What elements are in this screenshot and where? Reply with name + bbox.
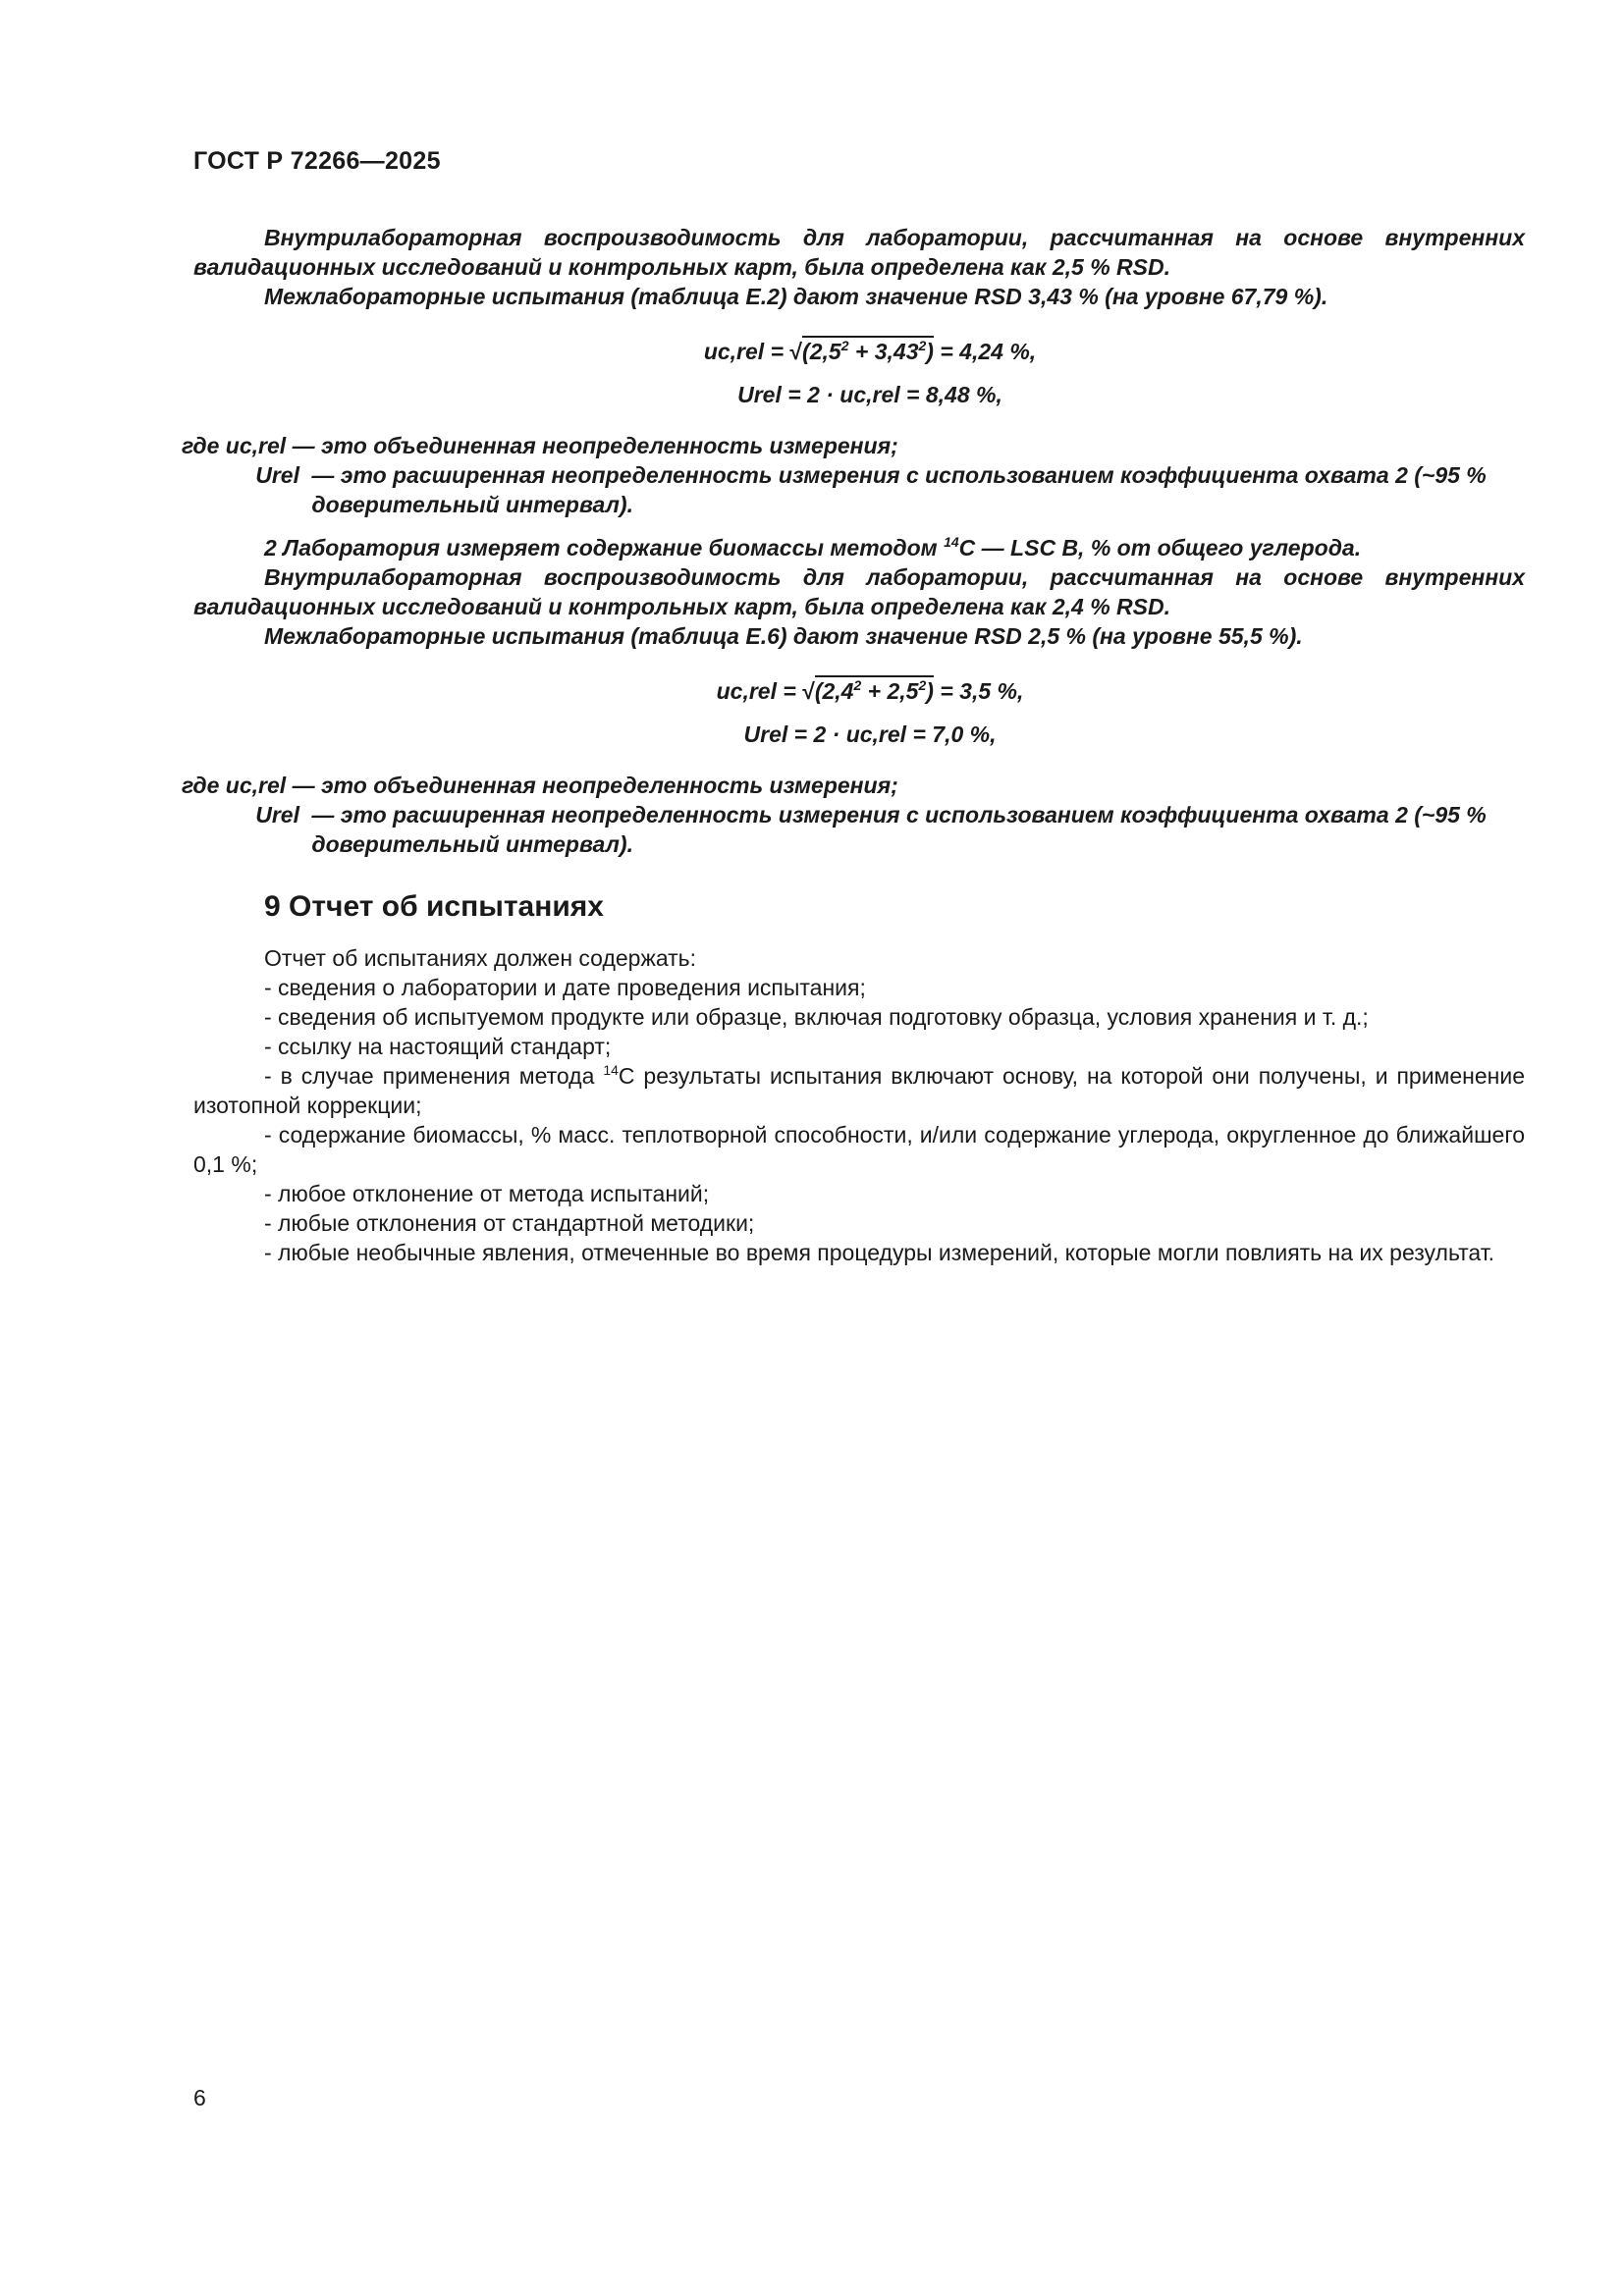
report-item-4 xyxy=(193,1061,1525,1120)
formula-uc-rel-2 xyxy=(193,676,1525,706)
where-block-1-line2 xyxy=(182,460,1525,519)
formula-result: = 4,24 %, xyxy=(933,339,1037,364)
formula-exp-a: 2 xyxy=(853,677,862,693)
where-term-urel: Urel xyxy=(255,802,299,828)
where-term-urel: Urel xyxy=(255,462,299,488)
formula-term-a: 2,4 xyxy=(822,678,854,704)
page-content xyxy=(182,223,1525,1267)
formula-urel-2: Urel = 2 · uc,rel = 7,0 %, xyxy=(743,721,997,747)
formula-eq: = xyxy=(776,678,803,704)
where-block-1-line1 xyxy=(182,431,1525,460)
report-item-4-prefix: - в случае применения метода xyxy=(264,1063,604,1089)
paragraph-interlab-1: Межлабораторные испытания (таблица Е.2) дают значение RSD 3,43 % (на уровне 67,79 %). xyxy=(264,284,1328,309)
page-number: 6 xyxy=(193,2085,206,2110)
formula-lhs: uc,rel xyxy=(703,339,765,364)
report-intro: Отчет об испытаниях должен содержать: xyxy=(264,945,697,971)
sqrt-icon: √ xyxy=(789,339,803,364)
formula-radicand: $(2,5^2 + 3,43^2)$ xyxy=(802,338,934,364)
where-desc-uc-rel: — это объединенная неопределенность измерения; xyxy=(292,433,898,458)
where-term-uc-rel: где uc,rel xyxy=(182,433,287,458)
where-desc-urel: — это расширенная неопределенность измерения с использованием коэффициента охвата 2 (~95 % доверительный интервал). xyxy=(311,462,1487,517)
paragraph-reproducibility-1: Внутрилабораторная воспроизводимость для лаборатории, рассчитанная на основе внутренних валидационных исследований и контрольных карт, была определена как 2,5 % RSD. xyxy=(193,225,1525,280)
formula-plus: + xyxy=(861,678,888,704)
report-item-1: - сведения о лаборатории и дате проведения испытания; xyxy=(264,975,866,1000)
where-block-2-line2 xyxy=(182,800,1525,859)
where-block-2-line1 xyxy=(182,771,1525,800)
report-item-5: - содержание биомассы, % масс. теплотворной способности, и/или содержание углерода, округленное до ближайшего 0,1 %; xyxy=(193,1122,1525,1177)
formula-term-b: 3,43 xyxy=(874,339,919,364)
section-9-title: 9 Отчет об испытаниях xyxy=(264,890,604,923)
paragraph-interlab-2: Межлабораторные испытания (таблица Е.6) дают значение RSD 2,5 % (на уровне 55,5 %). xyxy=(264,623,1303,649)
where-desc-uc-rel: — это объединенная неопределенность измерения; xyxy=(292,773,898,798)
lab-measure-prefix: 2 Лаборатория измеряет содержание биомассы методом xyxy=(264,535,945,561)
report-item-7: - любые отклонения от стандартной методики; xyxy=(264,1210,755,1236)
formula-uc-rel-1 xyxy=(193,337,1525,366)
formula-plus: + xyxy=(848,339,875,364)
paragraph-reproducibility-2: Внутрилабораторная воспроизводимость для лаборатории, рассчитанная на основе внутренних валидационных исследований и контрольных карт, была определена как 2,4 % RSD. xyxy=(193,564,1525,619)
report-item-4-suffix: С результаты испытания включают основу, на которой они получены, и применение изотопной коррекции; xyxy=(193,1063,1525,1118)
where-term-uc-rel: где uc,rel xyxy=(182,773,287,798)
report-item-3: - ссылку на настоящий стандарт; xyxy=(264,1034,612,1059)
formula-exp-b: 2 xyxy=(918,677,927,693)
formula-term-b: 2,5 xyxy=(887,678,919,704)
formula-urel-1: Urel = 2 · uc,rel = 8,48 %, xyxy=(737,382,1002,407)
formula-lhs: uc,rel xyxy=(716,678,777,704)
lab-measure-sup: 14 xyxy=(944,534,959,550)
formula-radicand: $(2,4^2 + 2,5^2)$ xyxy=(814,677,934,704)
paragraph-lab-measure-2 xyxy=(193,533,1525,562)
where-desc-urel: — это расширенная неопределенность измерения с использованием коэффициента охвата 2 (~95 % доверительный интервал). xyxy=(311,802,1487,857)
formula-exp-a: 2 xyxy=(840,338,849,353)
lab-measure-suffix: С — LSC B, % от общего углерода. xyxy=(958,535,1362,561)
report-item-6: - любое отклонение от метода испытаний; xyxy=(264,1181,710,1206)
report-item-8: - любые необычные явления, отмеченные во время процедуры измерений, которые могли повлиять на их результат. xyxy=(264,1240,1495,1265)
report-item-2: - сведения об испытуемом продукте или образце, включая подготовку образца, условия хранения и т. д.; xyxy=(264,1004,1369,1030)
standard-header: ГОСТ Р 72266—2025 xyxy=(193,147,441,175)
formula-term-a: 2,5 xyxy=(809,339,841,364)
formula-eq: = xyxy=(764,339,790,364)
formula-exp-b: 2 xyxy=(918,338,927,353)
formula-result: = 3,5 %, xyxy=(933,678,1024,704)
sqrt-icon: √ xyxy=(802,678,815,704)
report-item-4-sup: 14 xyxy=(603,1062,619,1078)
